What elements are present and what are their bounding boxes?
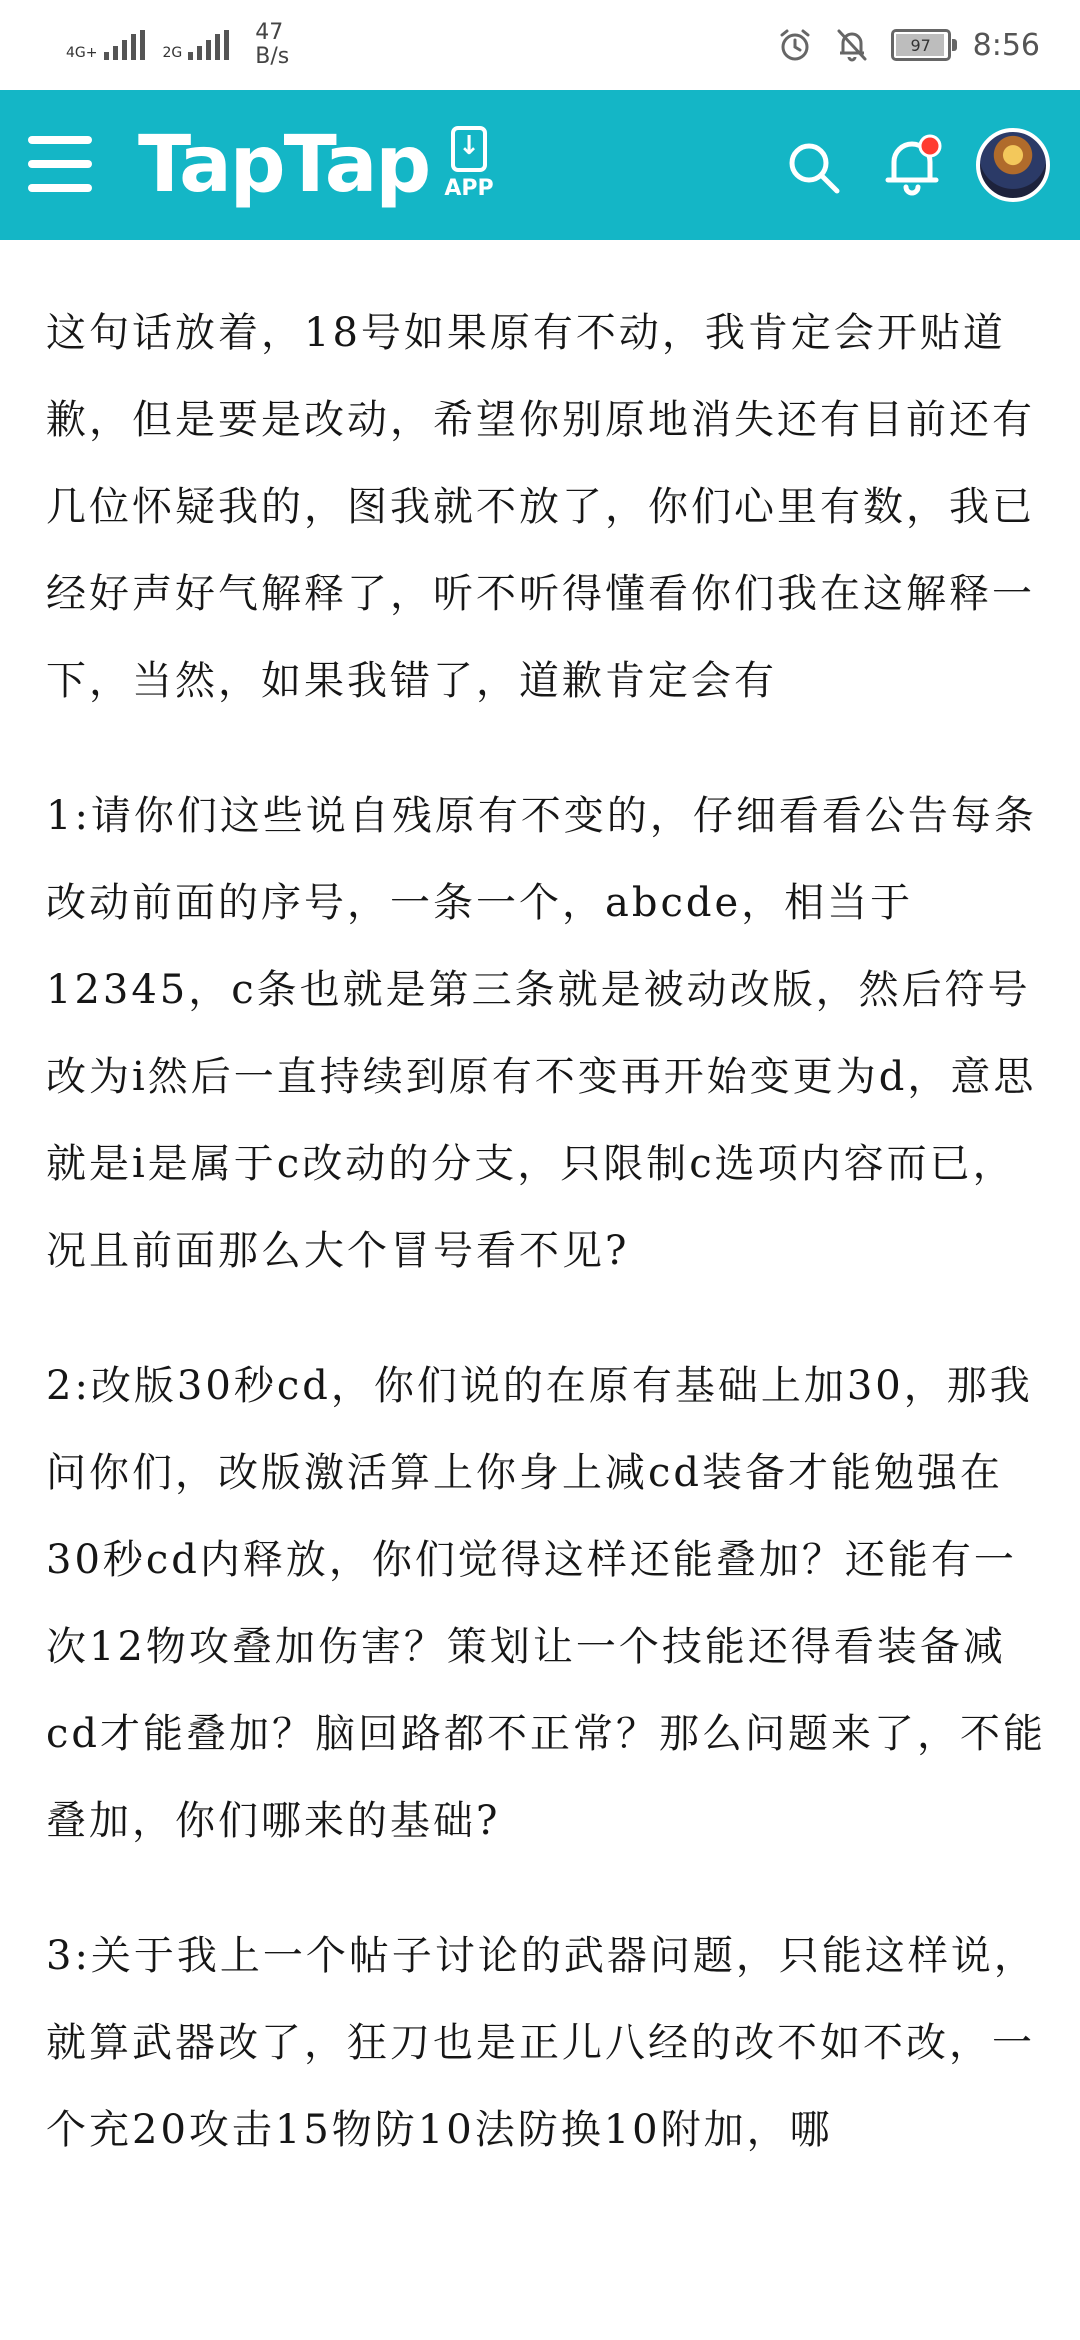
signal-1-label: 4G+ bbox=[66, 45, 98, 61]
signal-2-label: 2G bbox=[162, 45, 183, 61]
post-paragraph-2: 1:请你们这些说自残原有不变的，仔细看看公告每条改动前面的序号，一条一个，abcde，相当于12345，c条也就是第三条就是被动改版，然后符号改为i然后一直持续到原有不变再开始变更为d，意思就是i是属于c改动的分支，只限制c选项内容而已，况且前面那么大个冒号看不见? bbox=[46, 793, 1037, 1274]
clock: 8:56 bbox=[972, 27, 1040, 63]
battery-level: 97 bbox=[910, 35, 931, 55]
status-left bbox=[66, 18, 289, 72]
post-paragraph-1: 这句话放着，18号如果原有不动，我肯定会开贴道歉，但是要是改动，希望你别原地消失还有目前还有几位怀疑我的，图我就不放了，你们心里有数，我已经好声好气解释了，听不听得懂看你们我在这解释一下，当然，如果我错了，道歉肯定会有 bbox=[46, 310, 1035, 704]
notification-bell-icon[interactable] bbox=[880, 132, 944, 200]
network-speed-unit: B/s bbox=[255, 44, 290, 69]
network-speed bbox=[255, 21, 289, 69]
notification-dot bbox=[920, 136, 940, 156]
signal-bars-icon bbox=[104, 30, 145, 60]
post-paragraph-3: 2:改版30秒cd，你们说的在原有基础上加30，那我问你们，改版激活算上你身上减cd装备才能勉强在30秒cd内释放，你们觉得这样还能叠加？还能有一次12物攻叠加伤害？策划让一个技能还得看装备减cd才能叠加？脑回路都不正常？那么问题来了，不能叠加，你们哪来的基础? bbox=[46, 1363, 1047, 1844]
signal-bars-icon bbox=[188, 30, 229, 60]
signal-2 bbox=[163, 30, 230, 60]
taptap-logo[interactable]: TapTap bbox=[138, 120, 430, 210]
download-app-button[interactable] bbox=[446, 126, 492, 206]
menu-icon[interactable] bbox=[28, 136, 92, 192]
alarm-icon bbox=[777, 27, 813, 63]
phone-download-icon bbox=[451, 126, 487, 172]
post-content bbox=[46, 290, 1046, 2222]
search-icon[interactable] bbox=[786, 140, 842, 196]
status-bar bbox=[0, 0, 1080, 90]
signal-1 bbox=[66, 30, 145, 60]
network-speed-value: 47 bbox=[255, 20, 284, 45]
post-paragraph-4: 3:关于我上一个帖子讨论的武器问题，只能这样说，就算武器改了，狂刀也是正儿八经的改不如不改，一个充20攻击15物防10法防换10附加，哪 bbox=[46, 1933, 1037, 2153]
mute-bell-icon bbox=[835, 27, 869, 63]
top-nav-bar bbox=[0, 90, 1080, 240]
app-label: APP bbox=[444, 176, 494, 201]
user-avatar[interactable] bbox=[976, 128, 1050, 202]
battery-icon bbox=[891, 29, 951, 61]
status-right bbox=[777, 22, 1040, 68]
